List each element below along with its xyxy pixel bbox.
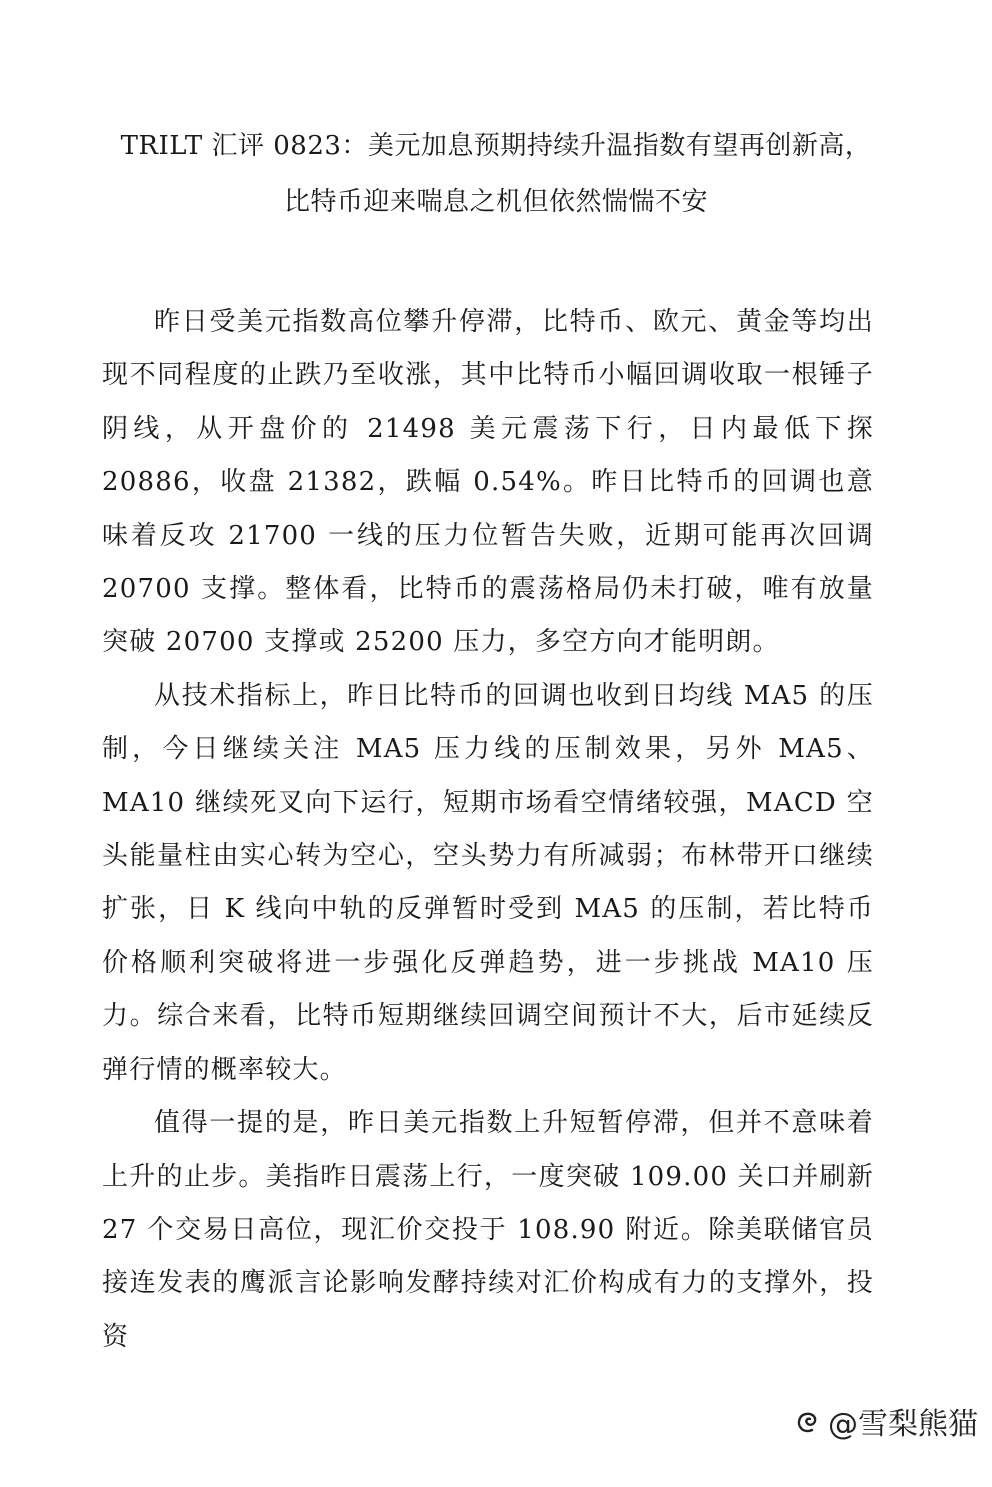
paragraph-3: 值得一提的是，昨日美元指数上升短暂停滞，但并不意味着上升的止步。美指昨日震荡上行，一度突破 109.00 关口并刷新 27 个交易日高位，现汇价交投于 108.90 附近。除美联储官员接连发表的鹰派言论影响发酵持续对汇价构成有力的支撑外，投资 (102, 1108, 874, 1352)
watermark-text: @雪梨熊猫 (828, 1407, 978, 1442)
article-title (60, 118, 932, 230)
paragraph-2: 从技术指标上，昨日比特币的回调也收到日均线 MA5 的压制，今日继续关注 MA5 压力线的压制效果，另外 MA5、MA10 继续死叉向下运行，短期市场看空情绪较强，MACD 空头能量柱由实心转为空心，空头势力有所减弱；布林带开口继续扩张，日 K 线向中轨的反弹暂时受到 MA5 的压制，若比特币价格顺利突破将进一步强化反弹趋势，进一步挑战 MA10 压力。综合来看，比特币短期继续回调空间预计不大，后市延续反弹行情的概率较大。 (102, 680, 874, 1085)
title-line-1: TRILT 汇评 0823：美元加息预期持续升温指数有望再创新高， (120, 131, 872, 161)
snowball-logo-icon (794, 1406, 824, 1436)
title-line-2: 比特币迎来喘息之机但依然惴惴不安 (283, 187, 708, 217)
article-body (102, 296, 874, 1364)
paragraph-1: 昨日受美元指数高位攀升停滞，比特币、欧元、黄金等均出现不同程度的止跌乃至收涨，其中比特币小幅回调收取一根锤子阴线，从开盘价的 21498 美元震荡下行，日内最低下探 20886，收盘 21382，跌幅 0.54%。昨日比特币的回调也意味着反攻 21700 一线的压力位暂告失败，近期可能再次回调 20700 支撑。整体看，比特币的震荡格局仍未打破，唯有放量突破 20700 支撑或 25200 压力，多空方向才能明朗。 (102, 307, 874, 658)
watermark (794, 1399, 978, 1443)
